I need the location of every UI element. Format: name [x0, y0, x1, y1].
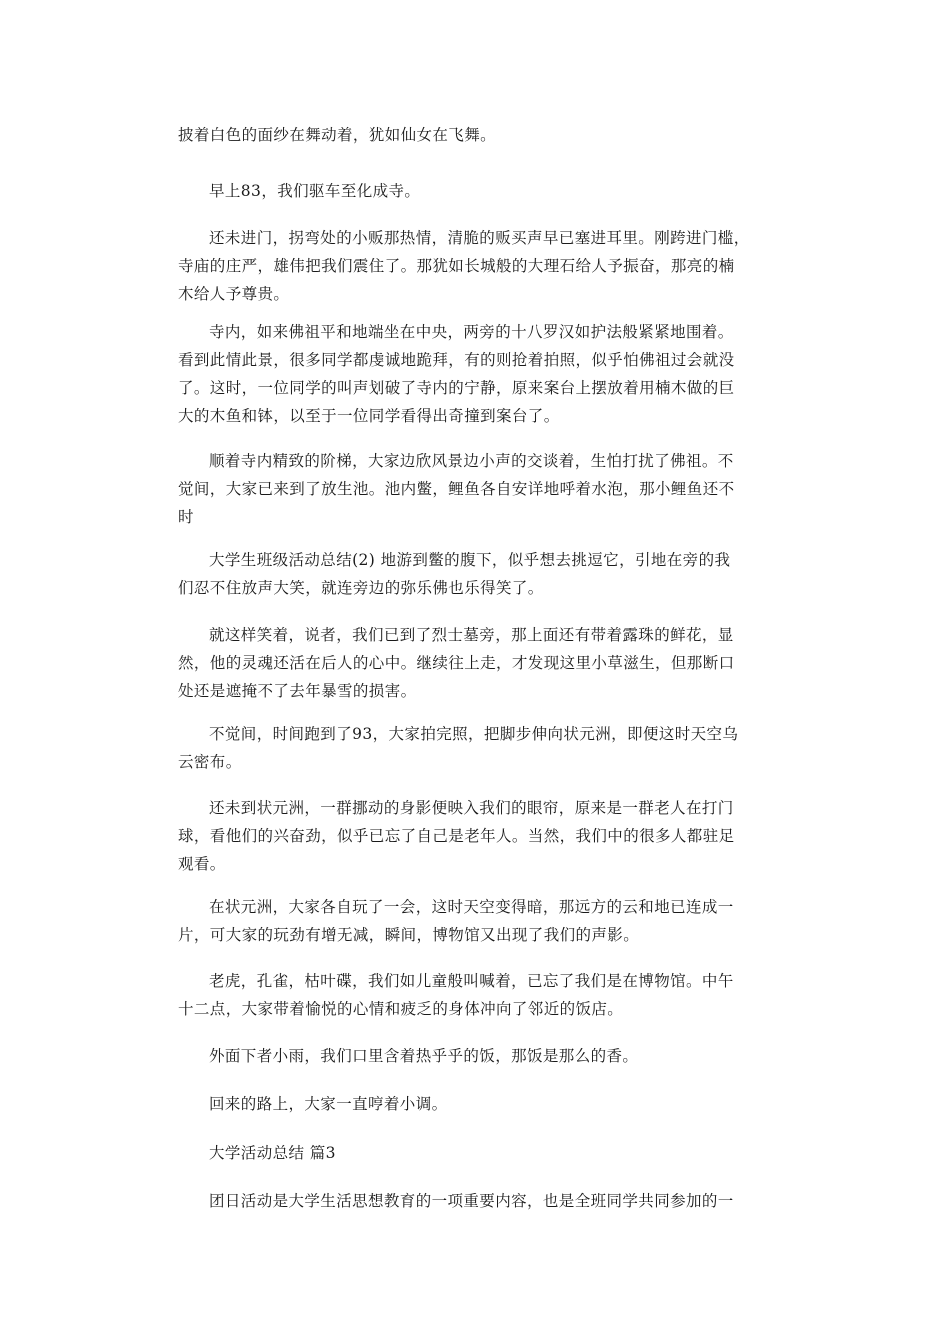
text-line: 看到此情此景，很多同学都虔诚地跪拜，有的则抢着拍照，似乎怕佛祖过会就没 — [178, 351, 735, 369]
text-line: 寺内，如来佛祖平和地端坐在中央，两旁的十八罗汉如护法般紧紧地围着。 — [209, 323, 734, 341]
paragraph-7 — [178, 621, 778, 705]
text-line: 云密布。 — [178, 753, 242, 771]
text-line: 就这样笑着，说者，我们已到了烈士墓旁，那上面还有带着露珠的鲜花，显 — [209, 626, 734, 644]
section-heading — [178, 1139, 778, 1167]
paragraph-12 — [178, 1042, 778, 1070]
text-line: 然，他的灵魂还活在后人的心中。继续往上走，才发现这里小草滋生，但那断口 — [178, 654, 735, 672]
paragraph-3 — [178, 224, 778, 308]
paragraph-5 — [178, 447, 778, 531]
text-line: 不觉间，时间跑到了93，大家拍完照，把脚步伸向状元洲，即便这时天空乌 — [209, 725, 739, 743]
text-line: 披着白色的面纱在舞动着，犹如仙女在飞舞。 — [178, 126, 497, 144]
text-line: 早上83，我们驱车至化成寺。 — [209, 182, 421, 200]
paragraph-13 — [178, 1090, 778, 1118]
paragraph-11 — [178, 967, 778, 1023]
text-line: 觉间，大家已来到了放生池。池内鳖，鲤鱼各自安详地呼着水泡，那小鲤鱼还不 — [178, 480, 735, 498]
paragraph-15 — [178, 1187, 778, 1215]
text-line: 球，看他们的兴奋劲，似乎已忘了自己是老年人。当然，我们中的很多人都驻足 — [178, 827, 735, 845]
text-line: 木给人予尊贵。 — [178, 285, 290, 303]
paragraph-2 — [178, 177, 778, 205]
text-line: 大学生班级活动总结(2) 地游到鳖的腹下，似乎想去挑逗它，引地在旁的我 — [209, 551, 731, 569]
text-line: 团日活动是大学生活思想教育的一项重要内容，也是全班同学共同参加的一 — [209, 1192, 734, 1210]
text-line: 老虎，孔雀，枯叶碟，我们如儿童般叫喊着，已忘了我们是在博物馆。中午 — [209, 972, 734, 990]
text-line: 处还是遮掩不了去年暴雪的损害。 — [178, 682, 417, 700]
text-line: 了。这时，一位同学的叫声划破了寺内的宁静，原来案台上摆放着用楠木做的巨 — [178, 379, 735, 397]
text-line: 寺庙的庄严，雄伟把我们震住了。那犹如长城般的大理石给人予振奋，那亮的楠 — [178, 257, 735, 275]
paragraph-6 — [178, 546, 778, 602]
text-line: 们忍不住放声大笑，就连旁边的弥乐佛也乐得笑了。 — [178, 579, 544, 597]
text-line: 还未进门，拐弯处的小贩那热情，清脆的贩买声早已塞进耳里。刚跨进门槛， — [209, 229, 750, 247]
paragraph-9 — [178, 794, 778, 878]
paragraph-8 — [178, 720, 778, 776]
text-line: 时 — [178, 508, 194, 526]
text-line: 回来的路上，大家一直哼着小调。 — [209, 1095, 448, 1113]
text-line: 顺着寺内精致的阶梯，大家边欣风景边小声的交谈着，生怕打扰了佛祖。不 — [209, 452, 734, 470]
text-line: 还未到状元洲，一群挪动的身影便映入我们的眼帘，原来是一群老人在打门 — [209, 799, 734, 817]
text-line: 观看。 — [178, 855, 226, 873]
text-line: 大的木鱼和钵，以至于一位同学看得出奇撞到案台了。 — [178, 407, 560, 425]
text-line: 大学活动总结 篇3 — [209, 1144, 336, 1162]
text-line: 外面下者小雨，我们口里含着热乎乎的饭，那饭是那么的香。 — [209, 1047, 639, 1065]
text-line: 在状元洲，大家各自玩了一会，这时天空变得暗，那远方的云和地已连成一 — [209, 898, 734, 916]
text-line: 十二点，大家带着愉悦的心情和疲乏的身体冲向了邻近的饭店。 — [178, 1000, 624, 1018]
paragraph-1 — [178, 121, 778, 149]
paragraph-10 — [178, 893, 778, 949]
text-line: 片，可大家的玩劲有增无减，瞬间，博物馆又出现了我们的声影。 — [178, 926, 640, 944]
paragraph-4 — [178, 318, 778, 430]
